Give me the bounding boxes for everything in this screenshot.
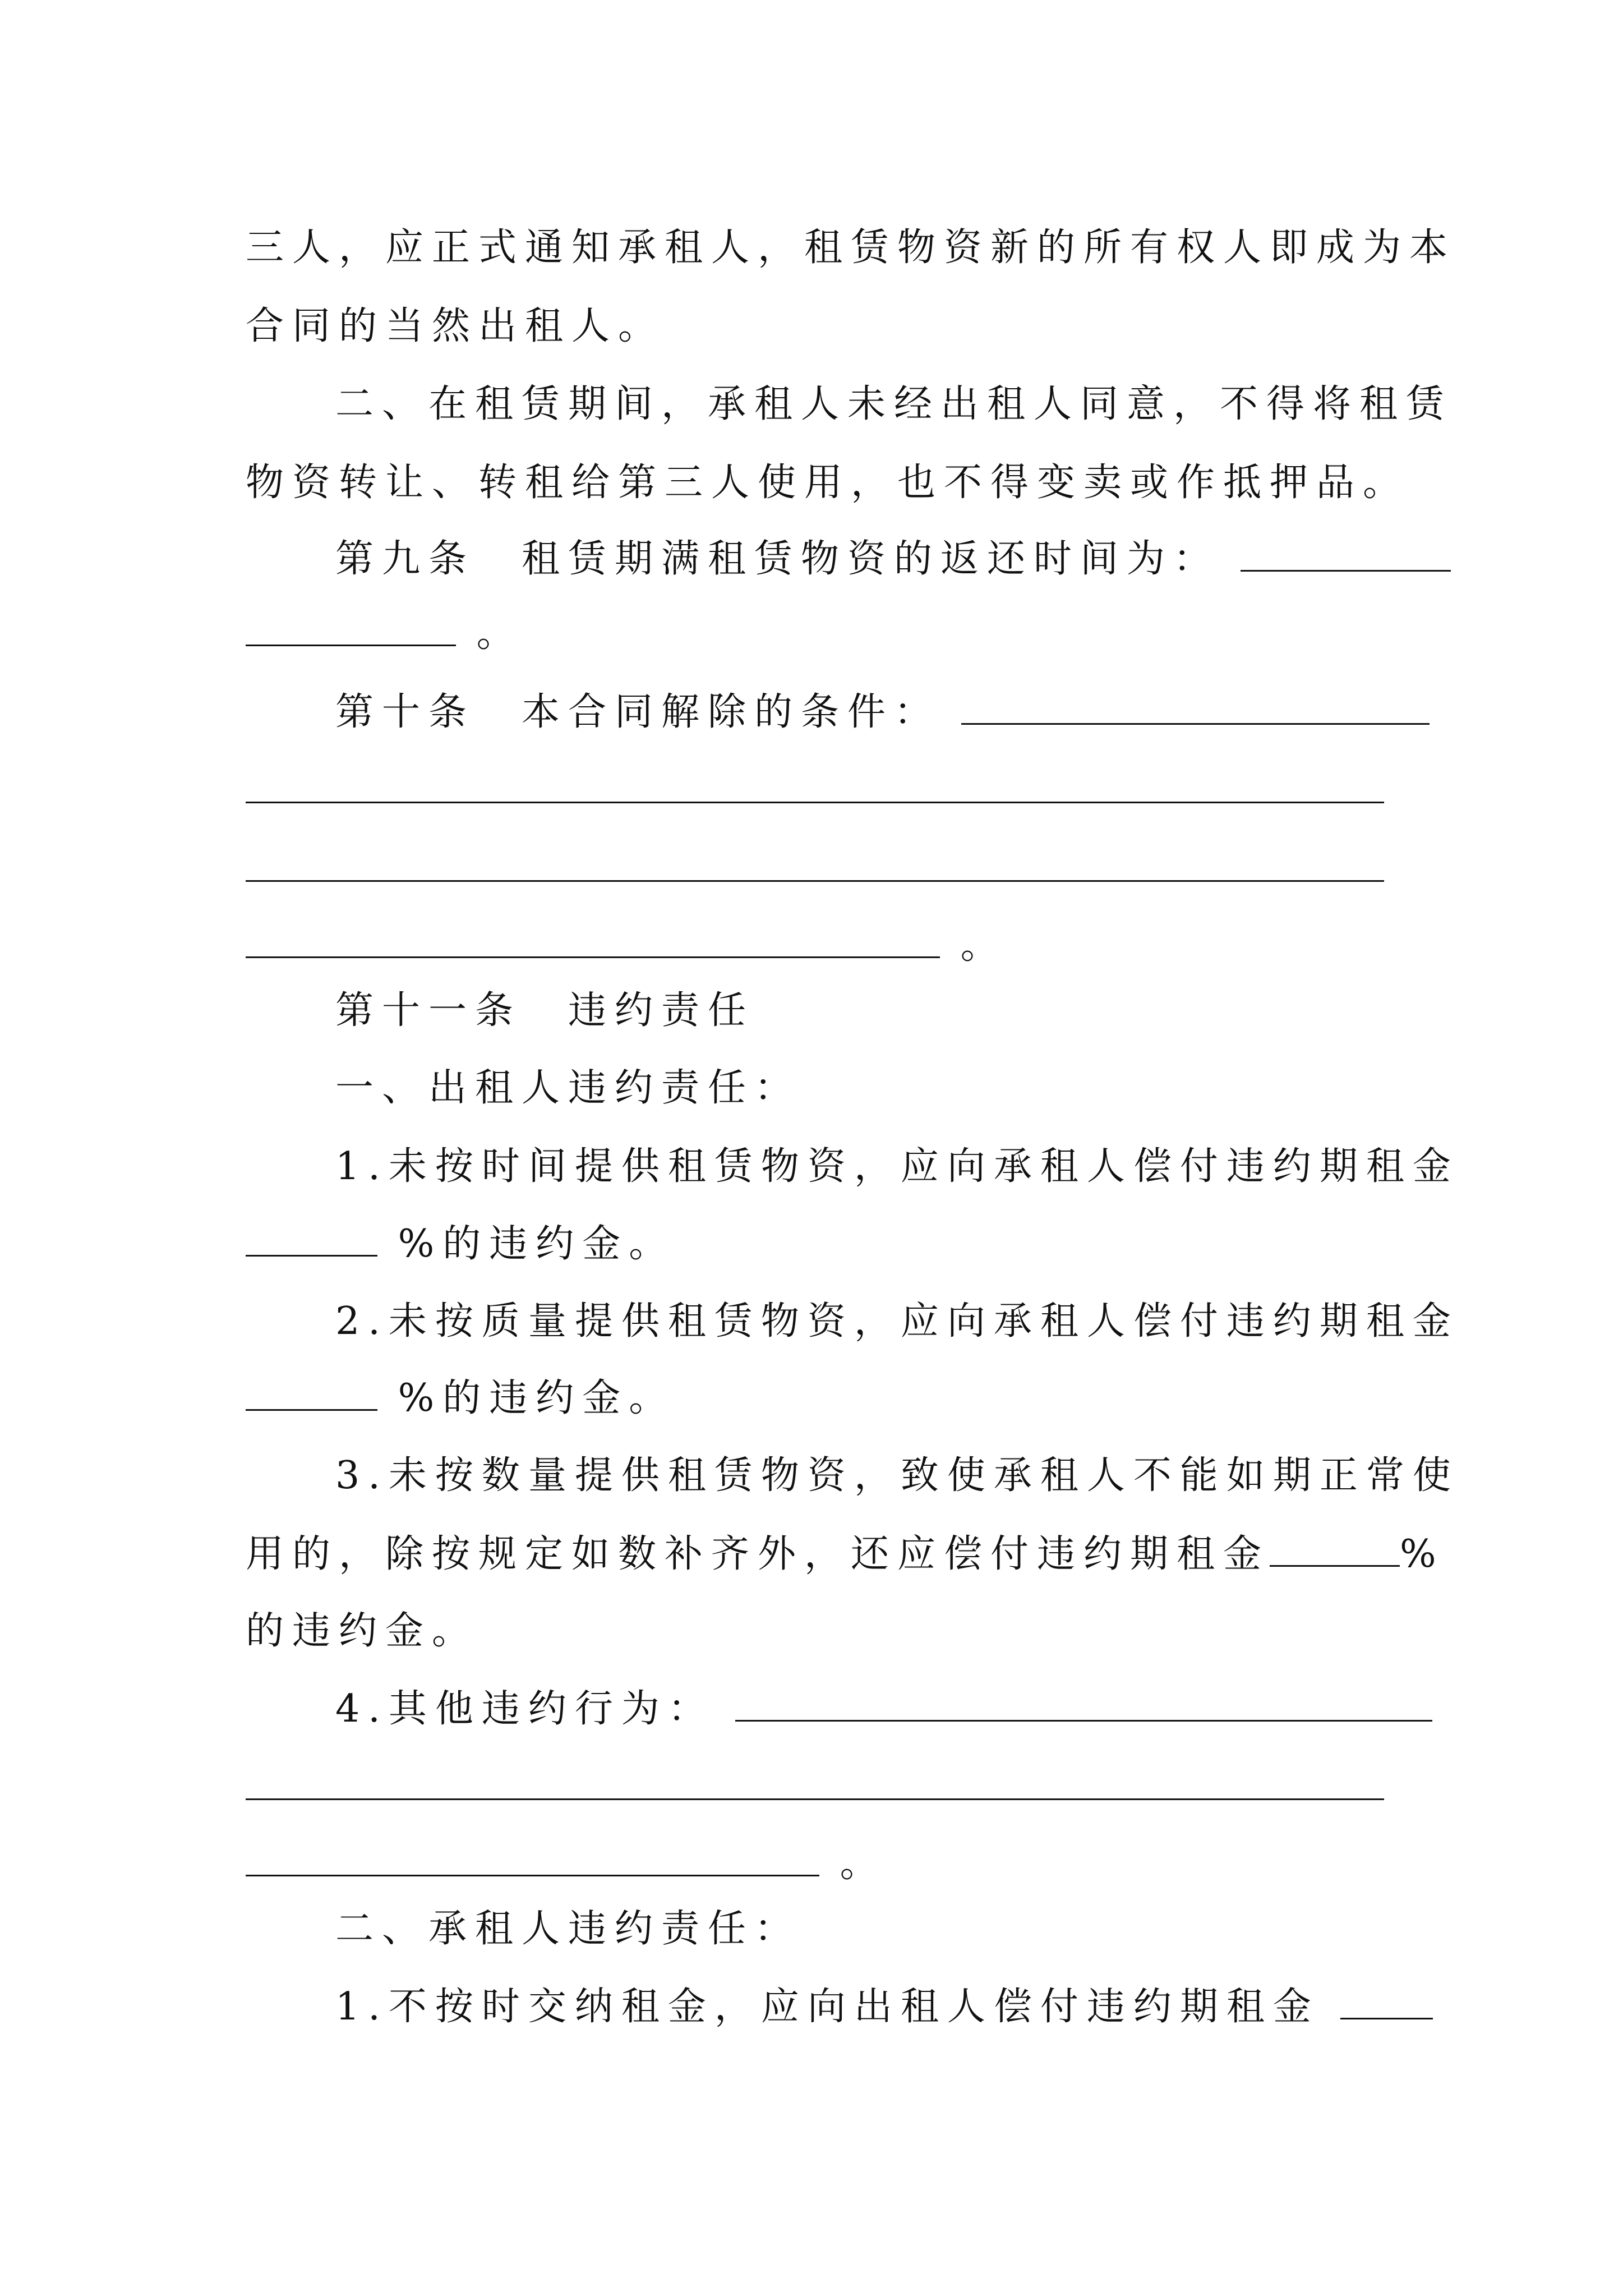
line-text: %的违约金。 [398,1222,676,1266]
fill-in-blank[interactable] [1340,1984,1433,2019]
fill-in-blank[interactable] [246,1221,377,1257]
line-text: 合同的当然出租人。 [246,304,665,348]
line-text: 一、出租人违约责任： [335,1066,801,1110]
fill-in-blank[interactable] [1241,536,1451,572]
text-line [246,1830,1435,1898]
fill-in-blank[interactable] [961,689,1430,725]
text-line [335,371,1453,438]
line-text: 二、在租赁期间，承租人未经出租人同意，不得将租赁 [335,382,1453,426]
line-text: 二、承租人违约责任： [335,1907,801,1951]
text-line [246,214,1456,282]
line-text: 4.其他违约行为： [335,1687,714,1731]
text-line [335,1442,1459,1510]
line-text: %的违约金。 [398,1376,676,1420]
text-line [246,836,1435,903]
fill-in-blank[interactable] [246,1841,819,1876]
fill-in-blank[interactable] [735,1686,1432,1722]
line-text: 。 [840,1842,887,1886]
line-text: 1.未按时间提供租赁物资，应向承租人偿付违约期租金 [335,1144,1459,1189]
text-line [246,912,1435,979]
line-text: 2.未按质量提供租赁物资，应向承租人偿付违约期租金 [335,1299,1459,1343]
fill-in-blank[interactable] [246,610,456,646]
text-line [246,449,1435,517]
text-line [335,1973,1435,2041]
line-text: 3.未按数量提供租赁物资，致使承租人不能如期正常使 [335,1453,1459,1498]
text-line [246,1598,1435,1665]
line-text: 用的，除按规定如数补齐外，还应偿付违约期租金 [246,1532,1270,1576]
text-line [335,679,1435,746]
article-heading [335,977,1435,1045]
line-text: 物资转让、转租给第三人使用，也不得变卖或作抵押品。 [246,461,1410,505]
line-text: % [1400,1532,1445,1576]
line-text: 。 [476,611,523,656]
line-text: 三人，应正式通知承租人，租赁物资新的所有权人即成为本 [246,226,1456,270]
fill-in-blank[interactable] [1270,1531,1400,1567]
fill-in-blank[interactable] [246,1375,377,1411]
text-line [246,1365,1435,1432]
text-line [335,526,1435,593]
text-line [246,293,1435,360]
fill-in-blank[interactable] [246,846,1384,882]
line-text: 第九条 租赁期满租赁物资的返还时间为： [335,537,1220,581]
text-line [246,1521,1445,1588]
text-line [335,1133,1459,1200]
line-text: 1.不按时交纳租金，应向出租人偿付违约期租金 [335,1985,1320,2029]
text-line [335,1055,1435,1122]
fill-in-blank[interactable] [246,1764,1384,1800]
text-line [335,1676,1435,1743]
text-line [246,1211,1435,1278]
text-line [335,1895,1435,1963]
line-text: 第十条 本合同解除的条件： [335,690,941,734]
fill-in-blank[interactable] [246,767,1384,803]
line-text: 第十一条 违约责任 [335,988,755,1033]
line-text: 。 [960,923,1007,968]
text-line [246,757,1435,825]
text-line [246,600,1435,668]
line-text: 的违约金。 [246,1609,479,1653]
text-line [335,1288,1459,1355]
fill-in-blank[interactable] [246,922,940,958]
text-line [246,1754,1435,1821]
